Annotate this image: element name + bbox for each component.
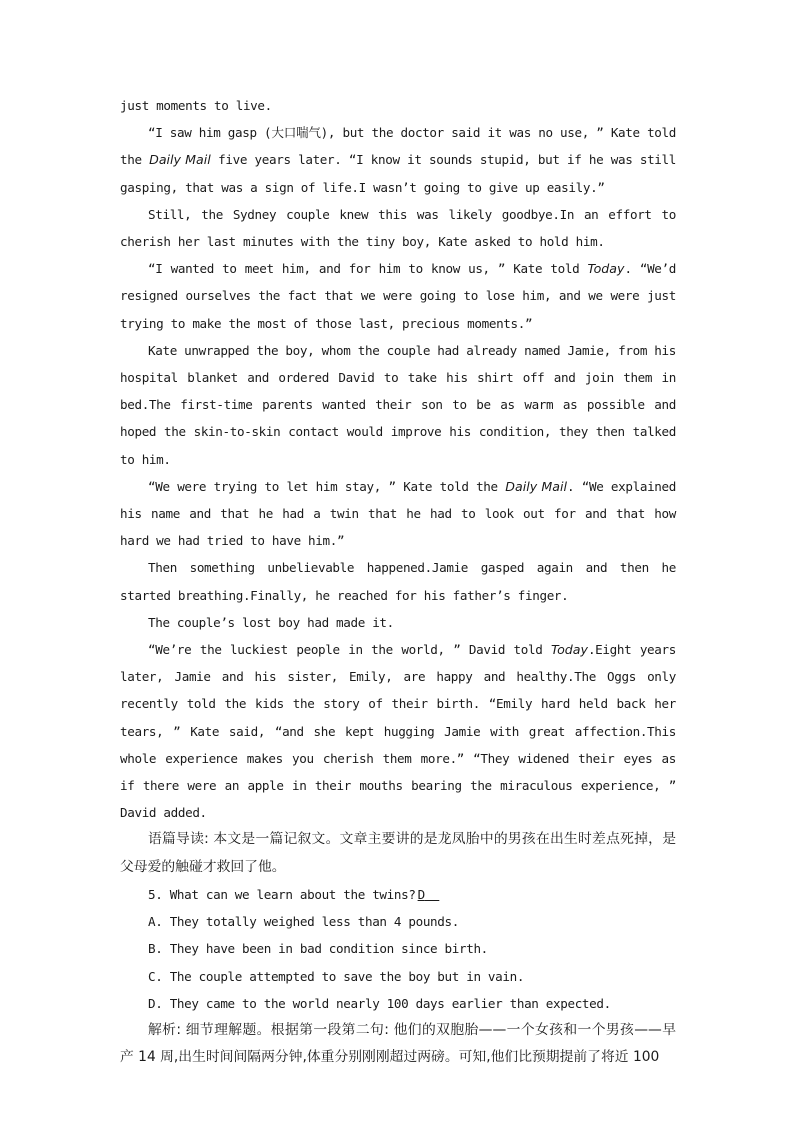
- paragraph-3-part-a: “I wanted to meet him, and for him to know us, ” Kate told: [148, 261, 588, 277]
- option-a: A. They totally weighed less than 4 pounds.: [148, 914, 459, 930]
- paragraph-1-part-c: five years later. “I know it sounds stupid, but if he was still gasping, that was a sign of life.I wasn’t going to give up easily.”: [120, 152, 677, 195]
- option-b: B. They have been in bad condition since birth.: [148, 941, 488, 957]
- paragraph-6: Then something unbelievable happened.Jamie gasped again and then he started breathing.Finally, he reached for his father’s finger.: [120, 560, 676, 603]
- paragraph-3-part-c: . “We’d resigned ourselves the fact that we were going to lose him, and we were just trying to make the most of those last, precious moments.”: [120, 261, 677, 331]
- paragraph-8: [120, 636, 676, 826]
- paragraph-5: [120, 473, 676, 555]
- paragraph-1: [120, 119, 676, 201]
- paragraph-1-part-a: “I saw him gasp (大口喘气), but the doctor said it was no use, ” Kate told the: [120, 125, 676, 168]
- paragraph-3: [120, 255, 676, 337]
- paragraph-4: Kate unwrapped the boy, whom the couple had already named Jamie, from his hospital blanket and ordered David to take his shirt off and join them in bed.The first-time parents wanted their son to be as warm as possible and hoped the skin-to-skin contact would improve his condition, they then talked to him.: [120, 342, 676, 467]
- question-stem: [120, 881, 676, 908]
- paragraph-5-part-c: . “We explained his name and that he had a twin that he had to look out for and that how hard we had tried to have him.”: [120, 478, 677, 549]
- show-name: Today: [550, 642, 588, 658]
- paragraph-5-part-a: “We were trying to let him stay, ” Kate told the: [148, 478, 506, 494]
- answer-analysis: 解析: 细节理解题。根据第一段第二句: 他们的双胞胎——一个女孩和一个男孩——早产 14 周,出生时间间隔两分钟,体重分别刚刚超过两磅。可知,他们比预期提前了将近 100: [120, 1021, 676, 1066]
- paragraph-2: Still, the Sydney couple knew this was likely goodbye.In an effort to cherish her last minutes with the tiny boy, Kate asked to hold him.: [120, 206, 676, 250]
- answer-blank: [416, 887, 442, 902]
- document-body: [120, 92, 676, 1071]
- answer-letter: D: [417, 886, 425, 902]
- paragraph-8-part-c: .Eight years later, Jamie and his sister, Emily, are happy and healthy.The Oggs only recently told the kids the story of their birth. “Emily hard held back her tears, ” Kate said, “and she kept hugging Jamie with great affection.This whole experience makes you cherish them more.” “They widened their eyes as if there were an apple in their mouths bearing the miraculous experience, ” David added.: [120, 642, 676, 821]
- question-text: 5. What can we learn about the twins?: [148, 886, 416, 902]
- newspaper-name: Daily Mail: [149, 152, 211, 168]
- paragraph-0: just moments to live.: [120, 98, 272, 113]
- paragraph-7: The couple’s lost boy had made it.: [148, 614, 394, 630]
- option-c: C. The couple attempted to save the boy but in vain.: [148, 968, 525, 984]
- newspaper-name: Daily Mail: [505, 478, 567, 494]
- reading-guide: 语篇导读: 本文是一篇记叙文。文章主要讲的是龙凤胎中的男孩在出生时差点死掉，是父母爱的触碰才救回了他。: [120, 831, 676, 875]
- option-d: D. They came to the world nearly 100 days earlier than expected.: [148, 995, 611, 1011]
- show-name: Today: [587, 261, 625, 277]
- paragraph-8-part-a: “We’re the luckiest people in the world, ” David told: [148, 642, 551, 658]
